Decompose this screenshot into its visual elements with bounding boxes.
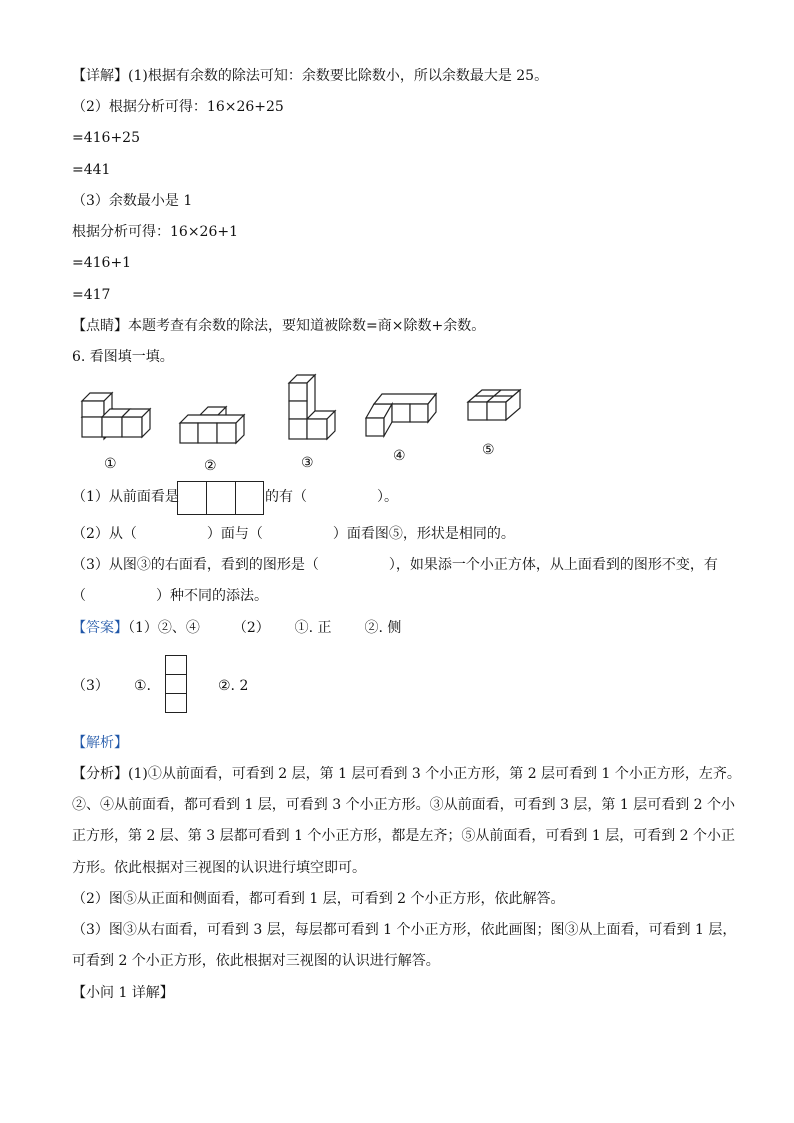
- cube-figure-1: [78, 393, 148, 445]
- answer-opt1: ①. 正: [294, 620, 332, 636]
- right-view-figure: [165, 655, 187, 713]
- figure-label-2: ②: [204, 458, 217, 474]
- sub1-prefix: （1）从前面看是: [72, 489, 179, 505]
- detail-note: 【点睛】本题考查有余数的除法，要知道被除数=商×除数+余数。: [72, 318, 486, 334]
- detail-line-7: =416+1: [72, 255, 132, 271]
- detail-line-2: （2）根据分析可得：16×26+25: [72, 99, 284, 115]
- answer-row-1: [72, 618, 401, 638]
- analysis-tag: 【解析】: [72, 735, 128, 751]
- figure-label-3: ③: [301, 455, 314, 471]
- subquestion-1-heading: 【小问 1 详解】: [72, 985, 174, 1001]
- cube-figure-3: [287, 375, 335, 443]
- detail-line-8: =417: [72, 287, 111, 303]
- detail-line-3: =416+25: [72, 130, 140, 146]
- analysis-line-4: 方形。依此根据对三视图的认识进行填空即可。: [72, 860, 366, 876]
- sub1-suffix: 的有（ ）。: [265, 489, 398, 505]
- analysis-line-7: 可看到 2 个小正方形，依此根据对三视图的认识进行解答。: [72, 953, 440, 969]
- answer-opt4: ②. 2: [218, 678, 249, 694]
- analysis-line-3: 正方形，第 2 层、第 3 层都可看到 1 个小正方形，都是左齐；⑤从前面看，可看到 1 层，可看到 2 个小正: [72, 828, 736, 844]
- cube-figure-4: [366, 392, 440, 438]
- detail-line-1: 【详解】(1)根据有余数的除法可知：余数要比除数小，所以余数最大是 25。: [72, 68, 549, 84]
- detail-line-6: 根据分析可得：16×26+1: [72, 224, 238, 240]
- front-view-figure: [177, 481, 264, 515]
- cube-figure-5: [466, 388, 522, 432]
- analysis-line-2: ②、④从前面看，都可看到 1 层，可看到 3 个小正方形。③从前面看，可看到 3 层，第 1 层可看到 2 个小: [72, 797, 736, 813]
- question-title: 6. 看图填一填。: [72, 349, 174, 365]
- sub3-text-line1: （3）从图③的右面看，看到的图形是（ ），如果添一个小正方体，从上面看到的图形不变，有: [72, 557, 718, 573]
- answer-part1: （1）②、④: [128, 620, 200, 636]
- answer-opt3: ①.: [134, 678, 152, 694]
- analysis-line-5: （2）图⑤从正面和侧面看，都可看到 1 层，可看到 2 个小正方形，依此解答。: [72, 891, 565, 907]
- analysis-line-1: 【分析】(1)①从前面看，可看到 2 层，第 1 层可看到 3 个小正方形，第 2 层可看到 1 个小正方形，左齐。: [72, 766, 741, 782]
- analysis-line-6: （3）图③从右面看，可看到 3 层，每层都可看到 1 个小正方形，依此画图；图③从上面看，可看到 1 层，: [72, 922, 737, 938]
- answer-part2: （2）: [232, 620, 270, 636]
- answer-opt2: ②. 侧: [364, 620, 402, 636]
- figure-label-4: ④: [393, 448, 406, 464]
- cube-figure-2: [180, 405, 244, 445]
- figure-label-5: ⑤: [482, 442, 495, 458]
- sub3-text-line2: （ ）种不同的添法。: [72, 588, 268, 604]
- answer-tag: 【答案】: [72, 620, 128, 636]
- figure-label-1: ①: [104, 456, 117, 472]
- detail-line-5: （3）余数最小是 1: [72, 193, 193, 209]
- answer-part3: （3）: [72, 678, 109, 694]
- sub2-text: （2）从（ ）面与（ ）面看图⑤，形状是相同的。: [72, 526, 515, 542]
- detail-line-4: =441: [72, 162, 111, 178]
